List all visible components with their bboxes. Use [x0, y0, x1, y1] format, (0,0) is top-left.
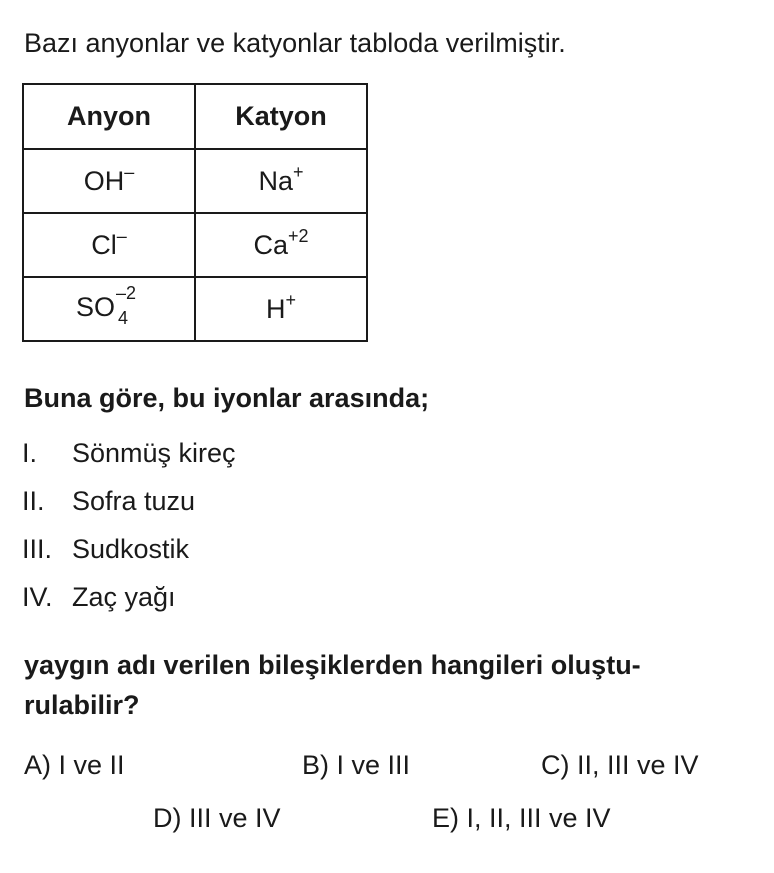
header-anion: Anyon [23, 84, 195, 149]
anion-cell [23, 213, 195, 277]
anion-cell [23, 277, 195, 341]
question-line: yaygın adı verilen bileşiklerden hangileri oluştu- [24, 650, 641, 680]
item-number: III. [22, 534, 53, 564]
item-text: Zaç yağı [72, 582, 176, 612]
option-c[interactable]: C) II, III ve IV [541, 750, 699, 780]
list-item [22, 534, 236, 582]
cation-cell [195, 149, 367, 213]
ion-index-charge [116, 283, 142, 331]
ion-base: SO [75, 292, 115, 323]
option-a[interactable]: A) I ve II [24, 750, 125, 780]
lead-text: Buna göre, bu iyonlar arasında; [24, 383, 430, 413]
anion-formula [91, 225, 127, 261]
table-header-row [23, 84, 367, 149]
ion-charge: – [116, 225, 127, 246]
ion-charge: – [124, 161, 135, 182]
cation-formula [258, 161, 304, 197]
ion-base: Na [258, 165, 293, 196]
list-item [22, 582, 236, 630]
anion-formula [75, 283, 142, 331]
option-e[interactable]: E) I, II, III ve IV [432, 803, 611, 833]
item-text: Sofra tuzu [72, 486, 196, 516]
ion-base: OH [83, 165, 125, 196]
ion-base: H [265, 293, 286, 324]
item-number: IV. [22, 582, 53, 612]
cation-formula [265, 289, 296, 325]
question-text [24, 645, 754, 725]
item-text: Sudkostik [72, 534, 190, 564]
ion-charge: –2 [116, 283, 137, 303]
list-item [22, 486, 236, 534]
cation-formula [253, 225, 309, 261]
anion-cell [23, 149, 195, 213]
table-row [23, 149, 367, 213]
ion-subscript: 4 [118, 308, 129, 328]
statement-list [22, 438, 236, 630]
cation-cell [195, 213, 367, 277]
item-number: II. [22, 486, 45, 516]
item-text: Sönmüş kireç [72, 438, 236, 468]
intro-text: Bazı anyonlar ve katyonlar tabloda verilmiştir. [24, 28, 566, 58]
list-item [22, 438, 236, 486]
item-number: I. [22, 438, 38, 468]
question-line: rulabilir? [24, 690, 140, 720]
cation-cell [195, 277, 367, 341]
ion-charge: + [293, 161, 304, 182]
ion-base: Cl [91, 229, 117, 260]
ion-table [22, 83, 368, 342]
ion-base: Ca [253, 229, 288, 260]
ion-charge: + [285, 289, 296, 310]
table-row [23, 213, 367, 277]
anion-formula [83, 161, 135, 197]
ion-charge: +2 [287, 225, 309, 246]
option-b[interactable]: B) I ve III [302, 750, 411, 780]
header-cation: Katyon [195, 84, 367, 149]
table-row [23, 277, 367, 341]
option-d[interactable]: D) III ve IV [153, 803, 281, 833]
